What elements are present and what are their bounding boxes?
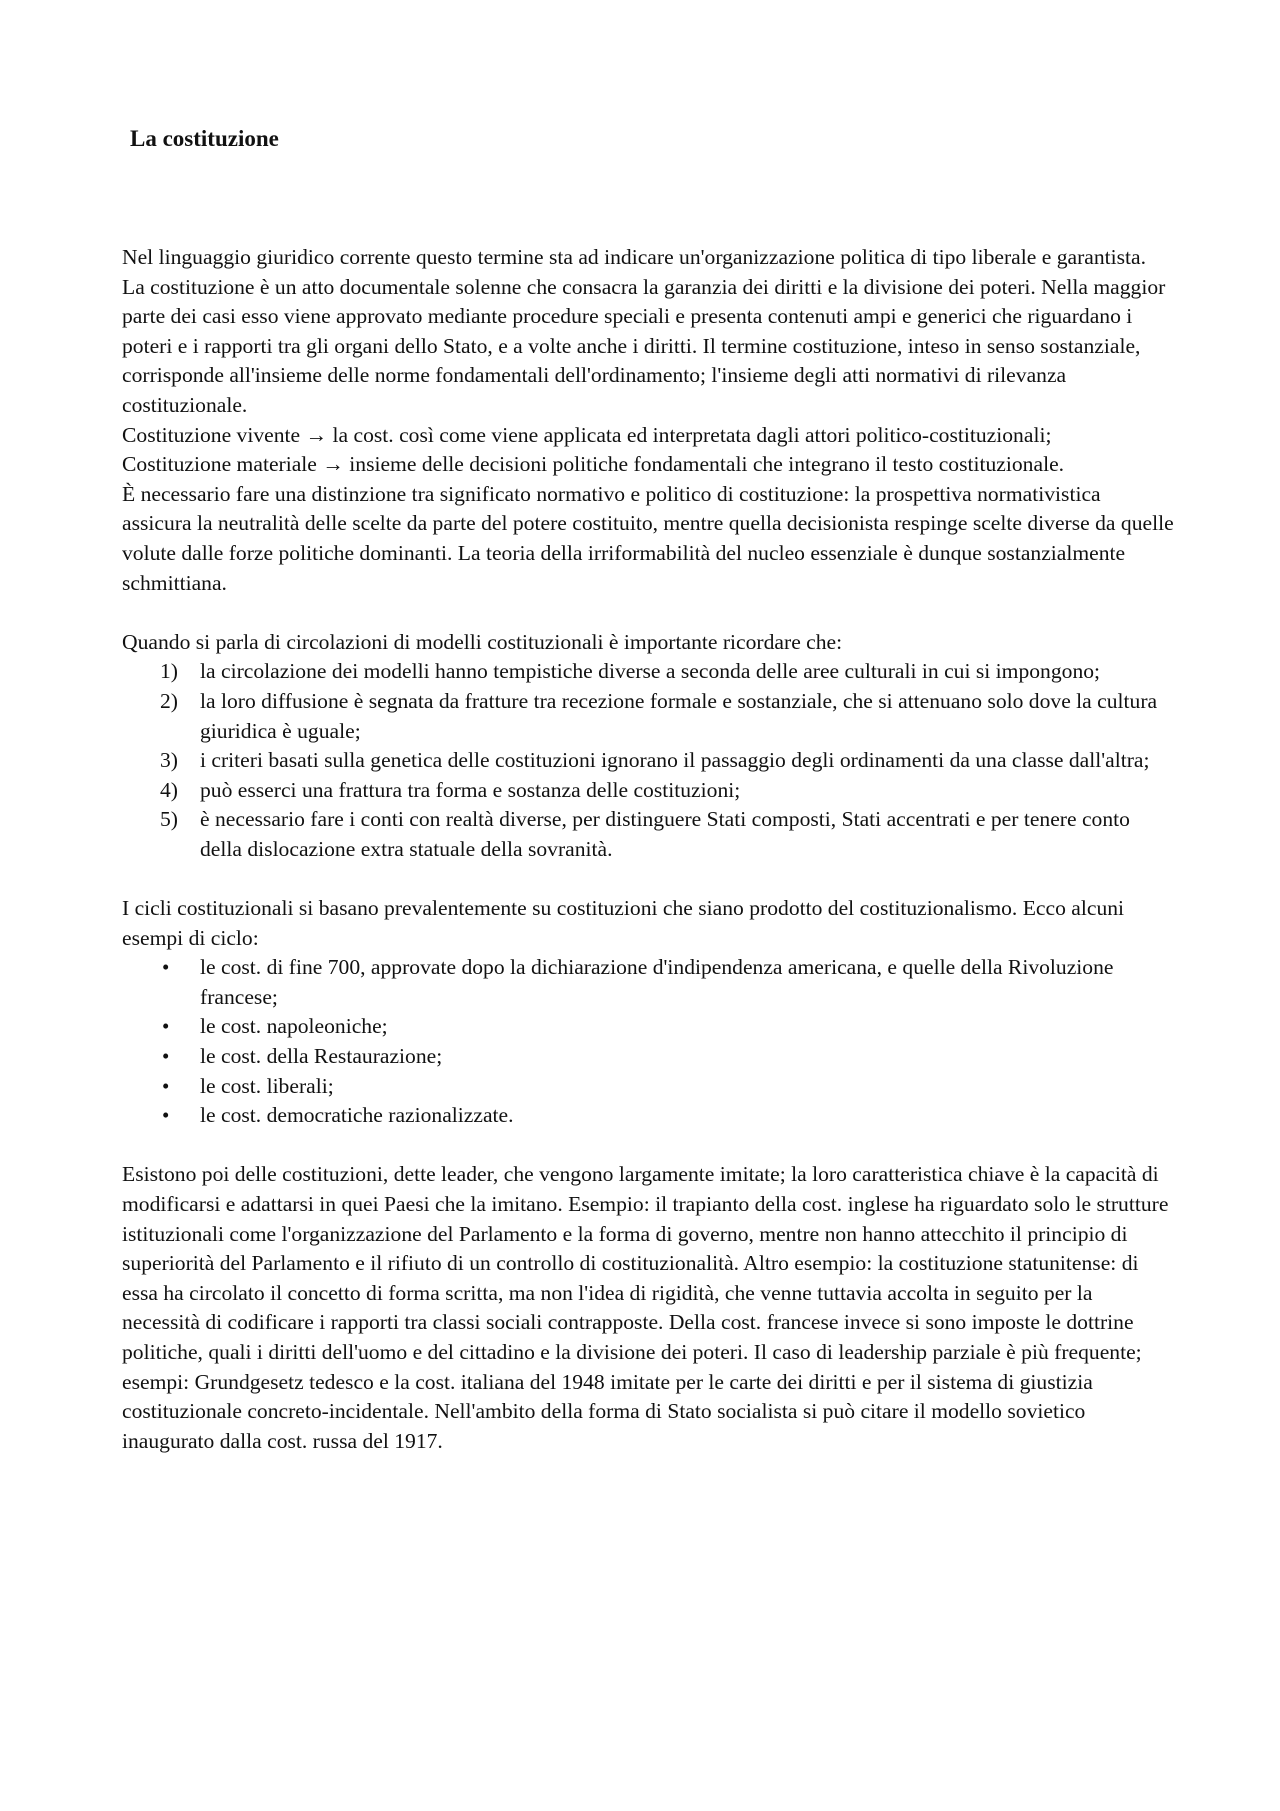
bullet-icon: • (162, 955, 170, 980)
list-item-number: 1) (160, 659, 178, 684)
paragraph-definition: Nel linguaggio giuridico corrente questo termine sta ad indicare un'organizzazione politica di tipo liberale e garantista. La costituzione è un atto documentale solenne che consacra la garanzia dei diritti e la divisione dei poteri. Nella maggior parte dei casi esso viene approvato mediante procedure speciali e presenta contenuti ampi e generici che riguardano i poteri e i rapporti tra gli organi dello Stato, e a volte anche i diritti. Il termine costituzione, inteso in senso sostanziale, corrisponde all'insieme delle norme fondamentali dell'ordinamento; l'insieme degli atti normativi di rilevanza costituzionale. (122, 245, 1166, 417)
bullet-item-text: le cost. liberali; (200, 1073, 334, 1098)
bullet-icon: • (162, 1103, 170, 1128)
list-item-number: 5) (160, 807, 178, 832)
list-item-text: è necessario fare i conti con realtà diverse, per distinguere Stati composti, Stati accentrati e per tenere conto della dislocazione extra statuale della sovranità. (200, 807, 1130, 861)
list-item-number: 3) (160, 748, 178, 773)
list-item (122, 776, 1174, 806)
list-item-text: può esserci una frattura tra forma e sostanza delle costituzioni; (200, 777, 741, 802)
bullet-item-text: le cost. della Restaurazione; (200, 1044, 443, 1069)
list-item (122, 805, 1174, 864)
paragraph-costituzione-materiale: Costituzione materiale → insieme delle decisioni politiche fondamentali che integrano il testo costituzionale. (122, 452, 1065, 477)
paragraph-costituzioni-leader: Esistono poi delle costituzioni, dette leader, che vengono largamente imitate; la loro caratteristica chiave è la capacità di modificarsi e adattarsi in quei Paesi che la imitano. Esempio: il trapianto della cost. inglese ha riguardato solo le strutture istituzionali come l'organizzazione del Parlamento e la forma di governo, mentre non hanno attecchito il principio di superiorità del Parlamento e il rifiuto di un controllo di costituzionalità. Altro esempio: la costituzione statunitense: di essa ha circolato il concetto di forma scritta, ma non l'idea di rigidità, che venne tuttavia accolta in seguito per la necessità di codificare i rapporti tra classi sociali contrapposte. Della cost. francese invece si sono imposte le dottrine politiche, quali i diritti dell'uomo e del cittadino e la divisione dei poteri. Il caso di leadership parziale è più frequente; esempi: Grundgesetz tedesco e la cost. italiana del 1948 imitate per le carte dei diritti e per il sistema di giustizia costituzionale concreto-incidentale. Nell'ambito della forma di Stato socialista si può citare il modello sovietico inaugurato dalla cost. russa del 1917. (122, 1162, 1169, 1453)
list-item-number: 2) (160, 688, 178, 713)
paragraph-costituzione-vivente: Costituzione vivente → la cost. così come viene applicata ed interpretata dagli attori politico-costituzionali; (122, 422, 1052, 447)
spacer (122, 1131, 1174, 1161)
paragraph-circolazione-intro: Quando si parla di circolazioni di modelli costituzionali è importante ricordare che: (122, 629, 843, 654)
list-item (122, 746, 1174, 776)
list-item (122, 657, 1174, 687)
bullet-item-text: le cost. di fine 700, approvate dopo la dichiarazione d'indipendenza americana, e quelle della Rivoluzione francese; (200, 955, 1114, 1009)
bullet-item-text: le cost. democratiche razionalizzate. (200, 1103, 514, 1128)
paragraph-normativo-politico: È necessario fare una distinzione tra significato normativo e politico di costituzione: la prospettiva normativistica assicura la neutralità delle scelte da parte del potere costituito, mentre quella decisionista respinge scelte diverse da quelle volute dalle forze politiche dominanti. La teoria della irriformabilità del nucleo essenziale è dunque sostanzialmente schmittiana. (122, 481, 1174, 595)
document-title: La costituzione (130, 126, 279, 151)
list-item (122, 687, 1174, 746)
cicli-list (122, 953, 1174, 1131)
bullet-item (122, 1101, 1174, 1131)
paragraph-cicli-intro: I cicli costituzionali si basano prevalentemente su costituzioni che siano prodotto del costituzionalismo. Ecco alcuni esempi di ciclo: (122, 896, 1125, 950)
list-item-text: i criteri basati sulla genetica delle costituzioni ignorano il passaggio degli ordinamenti da una classe dall'altra; (200, 748, 1150, 773)
spacer (122, 598, 1174, 628)
spacer (122, 864, 1174, 894)
bullet-icon: • (162, 1044, 170, 1069)
bullet-icon: • (162, 1073, 170, 1098)
list-item-text: la loro diffusione è segnata da fratture tra recezione formale e sostanziale, che si attenuano solo dove la cultura giuridica è uguale; (200, 688, 1158, 743)
bullet-item (122, 1012, 1174, 1042)
document-body (122, 243, 1174, 1456)
list-item-number: 4) (160, 777, 178, 802)
bullet-item (122, 1072, 1174, 1102)
bullet-item (122, 953, 1174, 1012)
bullet-item-text: le cost. napoleoniche; (200, 1014, 388, 1039)
list-item-text: la circolazione dei modelli hanno tempistiche diverse a seconda delle aree culturali in cui si impongono; (200, 659, 1101, 684)
circolazione-list (122, 657, 1174, 864)
bullet-icon: • (162, 1014, 170, 1039)
bullet-item (122, 1042, 1174, 1072)
